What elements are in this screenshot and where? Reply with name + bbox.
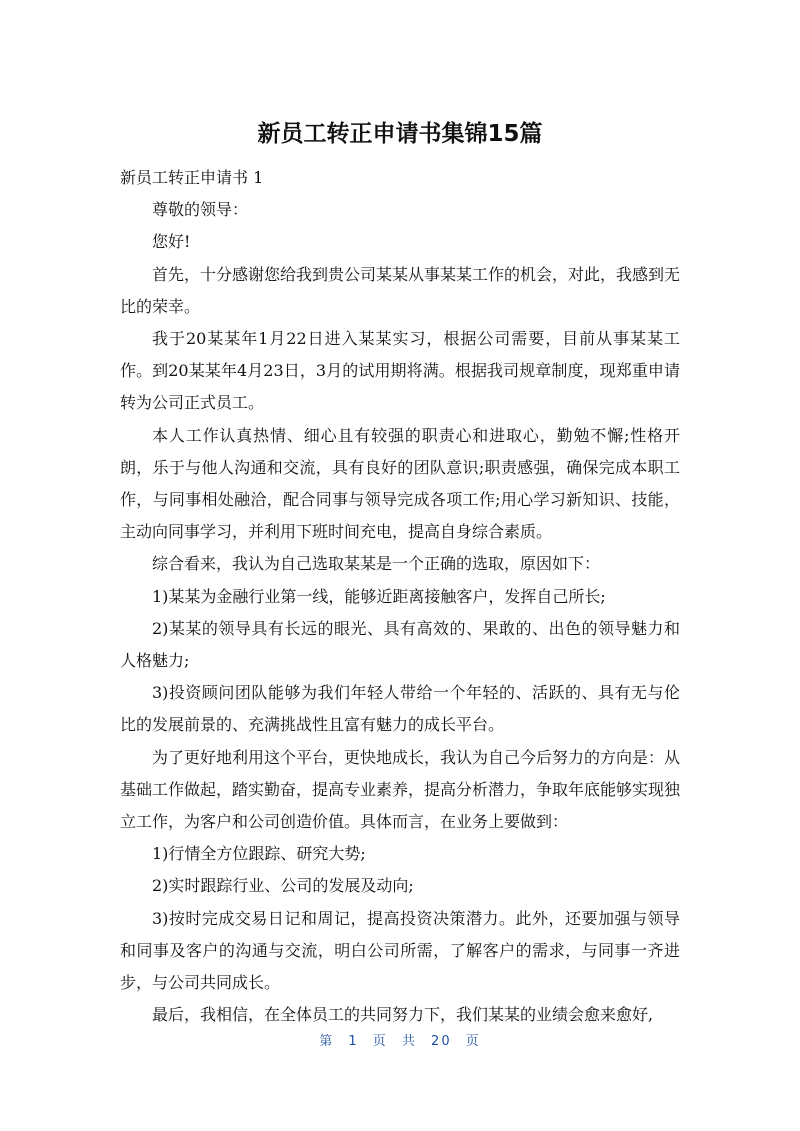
paragraph-salutation: 尊敬的领导：: [152, 200, 249, 220]
paragraph: 为了更好地利用这个平台，更快地成长，我认为自己今后努力的方向是：从基础工作做起，踏实勤奋，提高专业素养，提高分析潜力，争取年底能够实现独立工作，为客户和公司创造价值。具体而言，在业务上要做到：: [120, 747, 681, 832]
paragraph: 本人工作认真热情、细心且有较强的职责心和进取心，勤勉不懈;性格开朗，乐于与他人沟通和交流，具有良好的团队意识;职责感强，确保完成本职工作，与同事相处融洽，配合同事与领导完成各项工作;用心学习新知识、技能，主动向同事学习，并利用下班时间充电，提高自身综合素质。: [120, 425, 680, 542]
paragraph-greeting: 您好!: [152, 232, 191, 252]
document-body: [120, 162, 680, 1031]
paragraph: 综合看来，我认为自己选取某某是一个正确的选取，原因如下：: [152, 554, 601, 574]
list-item: 1)行情全方位跟踪、研究大势;: [152, 844, 366, 864]
list-item: 3)投资顾问团队能够为我们年轻人带给一个年轻的、活跃的、具有无与伦比的发展前景的、充满挑战性且富有魅力的成长平台。: [120, 683, 680, 735]
list-item: 2)实时跟踪行业、公司的发展及动向;: [152, 876, 414, 896]
paragraph: 首先，十分感谢您给我到贵公司某某从事某某工作的机会，对此，我感到无比的荣幸。: [120, 264, 681, 316]
paragraph: 最后，我相信，在全体员工的共同努力下，我们某某的业绩会愈来愈好,: [152, 1005, 654, 1025]
list-item: 3)按时完成交易日记和周记，提高投资决策潜力。此外，还要加强与领导和同事及客户的沟通与交流，明白公司所需，了解客户的需求，与同事一齐进步，与公司共同成长。: [120, 908, 680, 993]
section-heading: 新员工转正申请书 1: [120, 168, 264, 187]
page-number-footer: 第 1 页 共 20 页: [319, 1034, 481, 1049]
paragraph: 我于20某某年1月22日进入某某实习，根据公司需要，目前从事某某工作。到20某某年4月23日，3月的试用期将满。根据我司规章制度，现郑重申请转为公司正式员工。: [120, 329, 680, 413]
list-item: 2)某某的领导具有长远的眼光、具有高效的、果敢的、出色的领导魅力和人格魅力;: [120, 618, 680, 671]
document-title: 新员工转正申请书集锦15篇: [257, 121, 543, 147]
list-item: 1)某某为金融行业第一线，能够近距离接触客户，发挥自己所长;: [152, 586, 606, 606]
